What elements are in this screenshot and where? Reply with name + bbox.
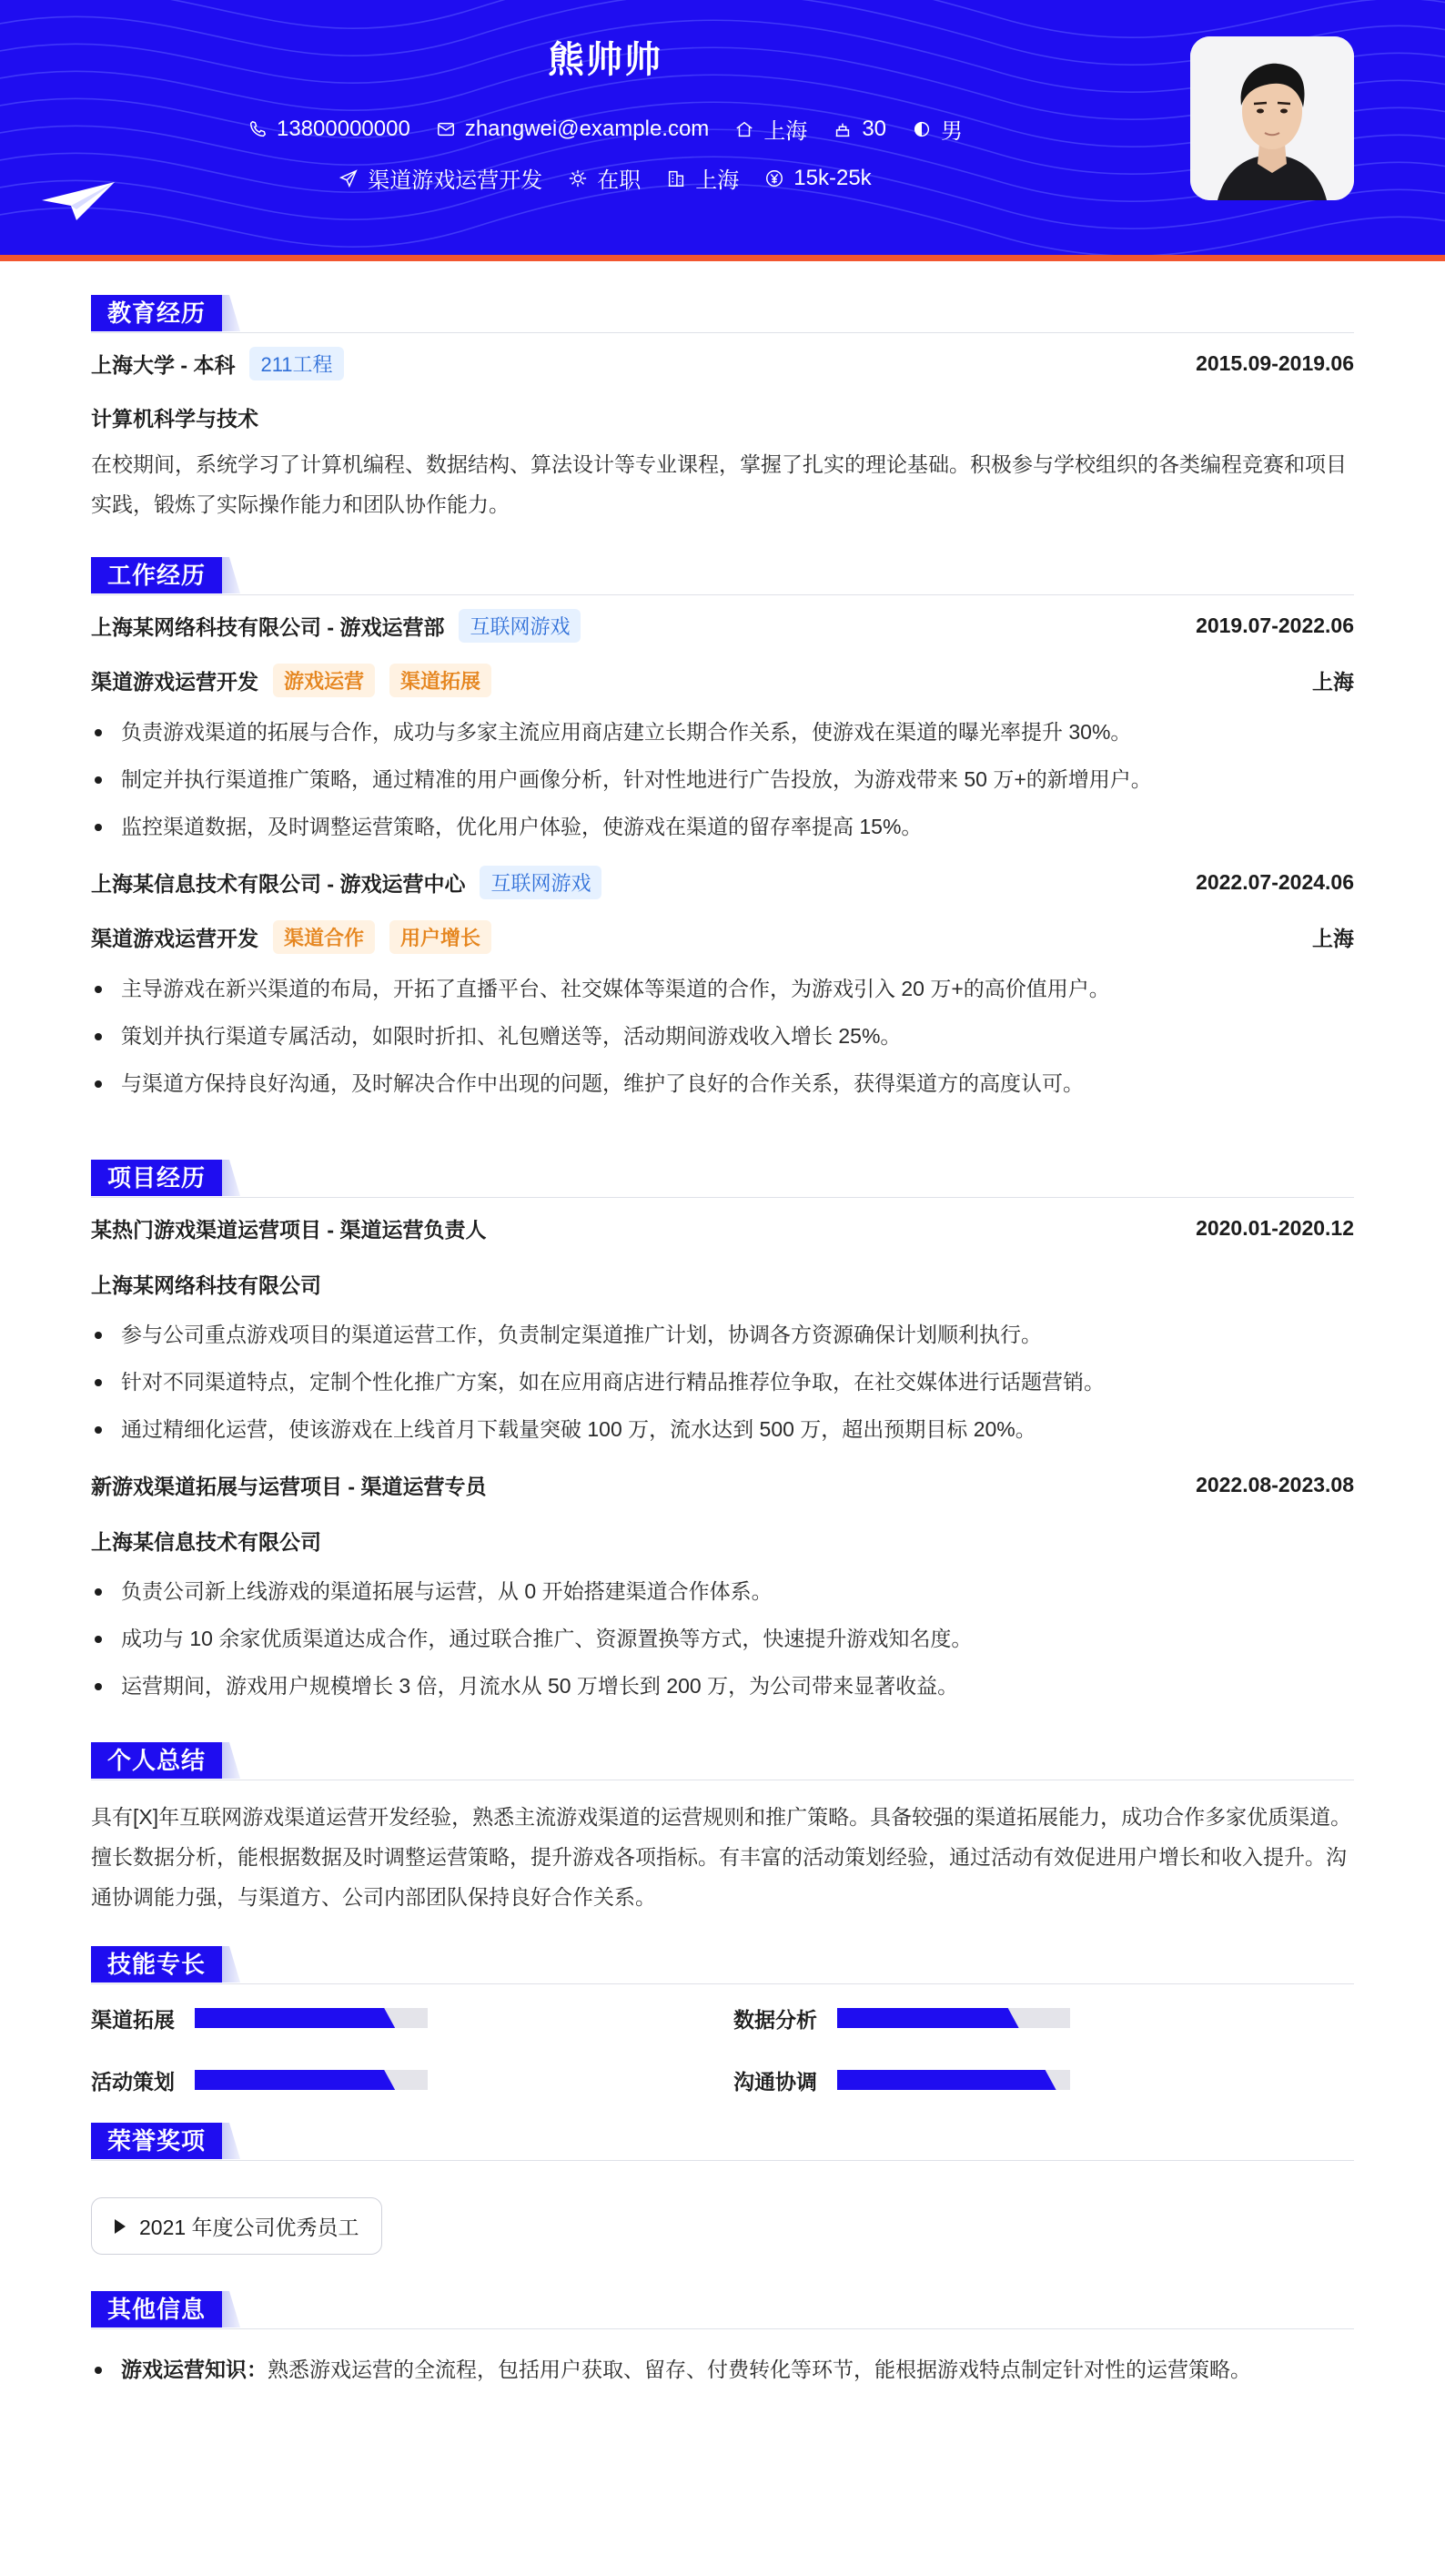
other-list [91, 2346, 1354, 2393]
list-item [91, 2346, 1354, 2393]
section-title: 技能专长 [91, 1946, 222, 1983]
skill-name: 沟通协调 [733, 2069, 817, 2094]
other-label: 游戏运营知识： [121, 2358, 268, 2381]
skill-level-bar [195, 2008, 428, 2028]
header-accent-stripe [0, 255, 1445, 261]
age-value: 30 [862, 116, 887, 141]
work-date: 2019.07-2022.06 [1196, 613, 1354, 637]
work-city: 上海 [1312, 926, 1354, 950]
skill-level-bar [195, 2070, 428, 2090]
projects-section [91, 1154, 1354, 1709]
hometown-value: 上海 [763, 119, 808, 144]
position-name: 渠道游戏运营开发 [91, 926, 258, 950]
section-header [91, 2286, 1354, 2331]
section-title: 其他信息 [91, 2291, 222, 2328]
triangle-right-icon [114, 2218, 126, 2235]
section-header [91, 289, 1354, 335]
list-item: 参与公司重点游戏项目的渠道运营工作，负责制定渠道推广计划，协调各方资源确保计划顺利执行。 [91, 1311, 1354, 1358]
skill-name: 数据分析 [733, 2007, 817, 2032]
skill-item [733, 2066, 1354, 2094]
skill-tag: 渠道合作 [273, 920, 375, 954]
project-company: 上海某网络科技有限公司 [91, 1273, 321, 1297]
education-description: 在校期间，系统学习了计算机编程、数据结构、算法设计等专业课程，掌握了扎实的理论基础。积极参与学校组织的各类编程竞赛和项目实践，锻炼了实际操作能力和团队协作能力。 [91, 452, 1347, 516]
list-item: 与渠道方保持良好沟通，及时解决合作中出现的问题，维护了良好的合作关系，获得渠道方的高度认可。 [91, 1060, 1354, 1107]
work-bullets [91, 965, 1354, 1107]
email-item [436, 113, 710, 145]
skill-item [91, 2004, 733, 2032]
skills-section [91, 1941, 1354, 2094]
contact-info-row [0, 113, 1210, 145]
mail-icon [436, 119, 456, 139]
award-item [91, 2197, 382, 2255]
project-item [91, 1471, 1354, 1709]
skill-level-bar [837, 2008, 1070, 2028]
skill-item [733, 2004, 1354, 2032]
school-tag: 211工程 [249, 347, 343, 380]
project-name: 新游戏渠道拓展与运营项目 - 渠道运营专员 [91, 1474, 487, 1498]
salary-item [764, 162, 871, 194]
other-section [91, 2286, 1354, 2393]
building-icon [666, 168, 686, 188]
skills-grid [91, 2004, 1354, 2094]
major-name: 计算机科学与技术 [91, 407, 258, 431]
section-title: 个人总结 [91, 1742, 222, 1779]
skill-level-fill [837, 2070, 1056, 2090]
gender-icon [912, 119, 932, 139]
section-title: 教育经历 [91, 295, 222, 331]
project-bullets [91, 1311, 1354, 1453]
section-divider [91, 1983, 1354, 1984]
job-info-row [0, 162, 1210, 194]
section-title: 荣誉奖项 [91, 2123, 222, 2159]
list-item: 负责公司新上线游戏的渠道拓展与运营，从 0 开始搭建渠道合作体系。 [91, 1567, 1354, 1615]
job-target-item [339, 162, 542, 194]
section-header [91, 1941, 1354, 1986]
section-divider [91, 332, 1354, 333]
section-divider [91, 2328, 1354, 2329]
list-item: 监控渠道数据，及时调整运营策略，优化用户体验，使游戏在渠道的留存率提高 15%。 [91, 803, 1354, 850]
profile-photo [1190, 36, 1354, 200]
project-item [91, 1214, 1354, 1453]
project-bullets [91, 1567, 1354, 1709]
yen-icon [764, 168, 784, 188]
section-title: 工作经历 [91, 557, 222, 593]
list-item: 运营期间，游戏用户规模增长 3 倍，月流水从 50 万增长到 200 万，为公司带来显著收益。 [91, 1662, 1354, 1709]
candidate-name: 熊帅帅 [548, 40, 662, 80]
education-date: 2015.09-2019.06 [1196, 350, 1354, 375]
section-header [91, 2117, 1354, 2163]
job-status-item [568, 162, 641, 194]
section-header [91, 1737, 1354, 1782]
work-item [91, 612, 1354, 850]
resume-body [91, 289, 1354, 2393]
project-name-row [91, 1471, 1354, 1498]
gender-value: 男 [941, 119, 964, 144]
skill-tag: 渠道拓展 [389, 664, 491, 697]
hometown-item [734, 113, 807, 145]
industry-tag: 互联网游戏 [459, 609, 581, 643]
work-company-row [91, 612, 1354, 639]
work-bullets [91, 708, 1354, 850]
work-item [91, 868, 1354, 1107]
summary-text: 具有[X]年互联网游戏渠道运营开发经验，熟悉主流游戏渠道的运营规则和推广策略。具备较强的渠道拓展能力，成功合作多家优质渠道。擅长数据分析，能根据数据及时调整运营策略，提升游戏各项指标。有丰富的活动策划经验，通过活动有效促进用户增长和收入提升。沟通协调能力强，与渠道方、公司内部团队保持良好合作关系。 [91, 1805, 1352, 1909]
project-date: 2020.01-2020.12 [1196, 1215, 1354, 1240]
skill-level-bar [837, 2070, 1070, 2090]
skill-name: 渠道拓展 [91, 2007, 175, 2032]
project-name-row [91, 1214, 1354, 1242]
phone-number: 13800000000 [276, 116, 410, 141]
section-divider [91, 594, 1354, 595]
skill-tag: 游戏运营 [273, 664, 375, 697]
other-text: 熟悉游戏运营的全流程，包括用户获取、留存、付费转化等环节，能根据游戏特点制定针对性的运营策略。 [268, 2358, 1251, 2381]
section-title: 项目经历 [91, 1160, 222, 1196]
salary-range: 15k-25k [793, 165, 872, 190]
summary-section [91, 1737, 1354, 1917]
company-name: 上海某网络科技有限公司 - 游戏运营部 [91, 614, 445, 639]
work-company-row [91, 868, 1354, 896]
list-item: 负责游戏渠道的拓展与合作，成功与多家主流应用商店建立长期合作关系，使游戏在渠道的曝光率提升 30%。 [91, 708, 1354, 756]
age-item [833, 113, 886, 145]
section-header [91, 1154, 1354, 1200]
list-item: 制定并执行渠道推广策略，通过精准的用户画像分析，针对性地进行广告投放，为游戏带来 50 万+的新增用户。 [91, 756, 1354, 803]
school-name: 上海大学 - 本科 [91, 352, 236, 377]
list-item: 主导游戏在新兴渠道的布局，开拓了直播平台、社交媒体等渠道的合作，为游戏引入 20 万+的高价值用户。 [91, 965, 1354, 1012]
job-target: 渠道游戏运营开发 [368, 168, 543, 193]
skill-level-fill [195, 2070, 395, 2090]
skill-name: 活动策划 [91, 2069, 175, 2094]
award-label: 2021 年度公司优秀员工 [139, 2216, 359, 2239]
project-company: 上海某信息技术有限公司 [91, 1530, 321, 1554]
work-position-row [91, 666, 1354, 694]
list-item: 针对不同渠道特点，定制个性化推广方案，如在应用商店进行精品推荐位争取，在社交媒体进行话题营销。 [91, 1358, 1354, 1405]
education-row [91, 350, 1354, 377]
cake-icon [833, 119, 853, 139]
project-date: 2022.08-2023.08 [1196, 1472, 1354, 1496]
email-address: zhangwei@example.com [464, 116, 710, 141]
paper-plane-icon [40, 178, 116, 224]
target-city-item [666, 162, 739, 194]
job-status: 在职 [597, 168, 642, 193]
target-city: 上海 [695, 168, 740, 193]
work-city: 上海 [1312, 669, 1354, 694]
company-name: 上海某信息技术有限公司 - 游戏运营中心 [91, 871, 466, 896]
gender-item [912, 113, 963, 145]
list-item: 通过精细化运营，使该游戏在上线首月下载量突破 100 万，流水达到 500 万，超出预期目标 20%。 [91, 1405, 1354, 1453]
skill-level-fill [195, 2008, 395, 2028]
skill-item [91, 2066, 733, 2094]
section-divider [91, 1197, 1354, 1198]
status-icon [568, 168, 588, 188]
work-section [91, 552, 1354, 1107]
skill-tag: 用户增长 [389, 920, 491, 954]
home-icon [734, 119, 754, 139]
send-icon [339, 168, 359, 188]
position-name: 渠道游戏运营开发 [91, 669, 258, 694]
skill-level-fill [837, 2008, 1019, 2028]
honors-section [91, 2117, 1354, 2255]
industry-tag: 互联网游戏 [480, 866, 601, 899]
project-name: 某热门游戏渠道运营项目 - 渠道运营负责人 [91, 1217, 487, 1242]
list-item: 成功与 10 余家优质渠道达成合作，通过联合推广、资源置换等方式，快速提升游戏知名度。 [91, 1615, 1354, 1662]
phone-item [248, 113, 410, 145]
work-date: 2022.07-2024.06 [1196, 869, 1354, 894]
list-item: 策划并执行渠道专属活动，如限时折扣、礼包赠送等，活动期间游戏收入增长 25%。 [91, 1012, 1354, 1060]
avatar [1190, 36, 1354, 200]
section-header [91, 552, 1354, 597]
resume-header [0, 0, 1445, 255]
phone-icon [248, 119, 268, 139]
section-divider [91, 2160, 1354, 2161]
work-position-row [91, 923, 1354, 950]
education-section [91, 289, 1354, 524]
